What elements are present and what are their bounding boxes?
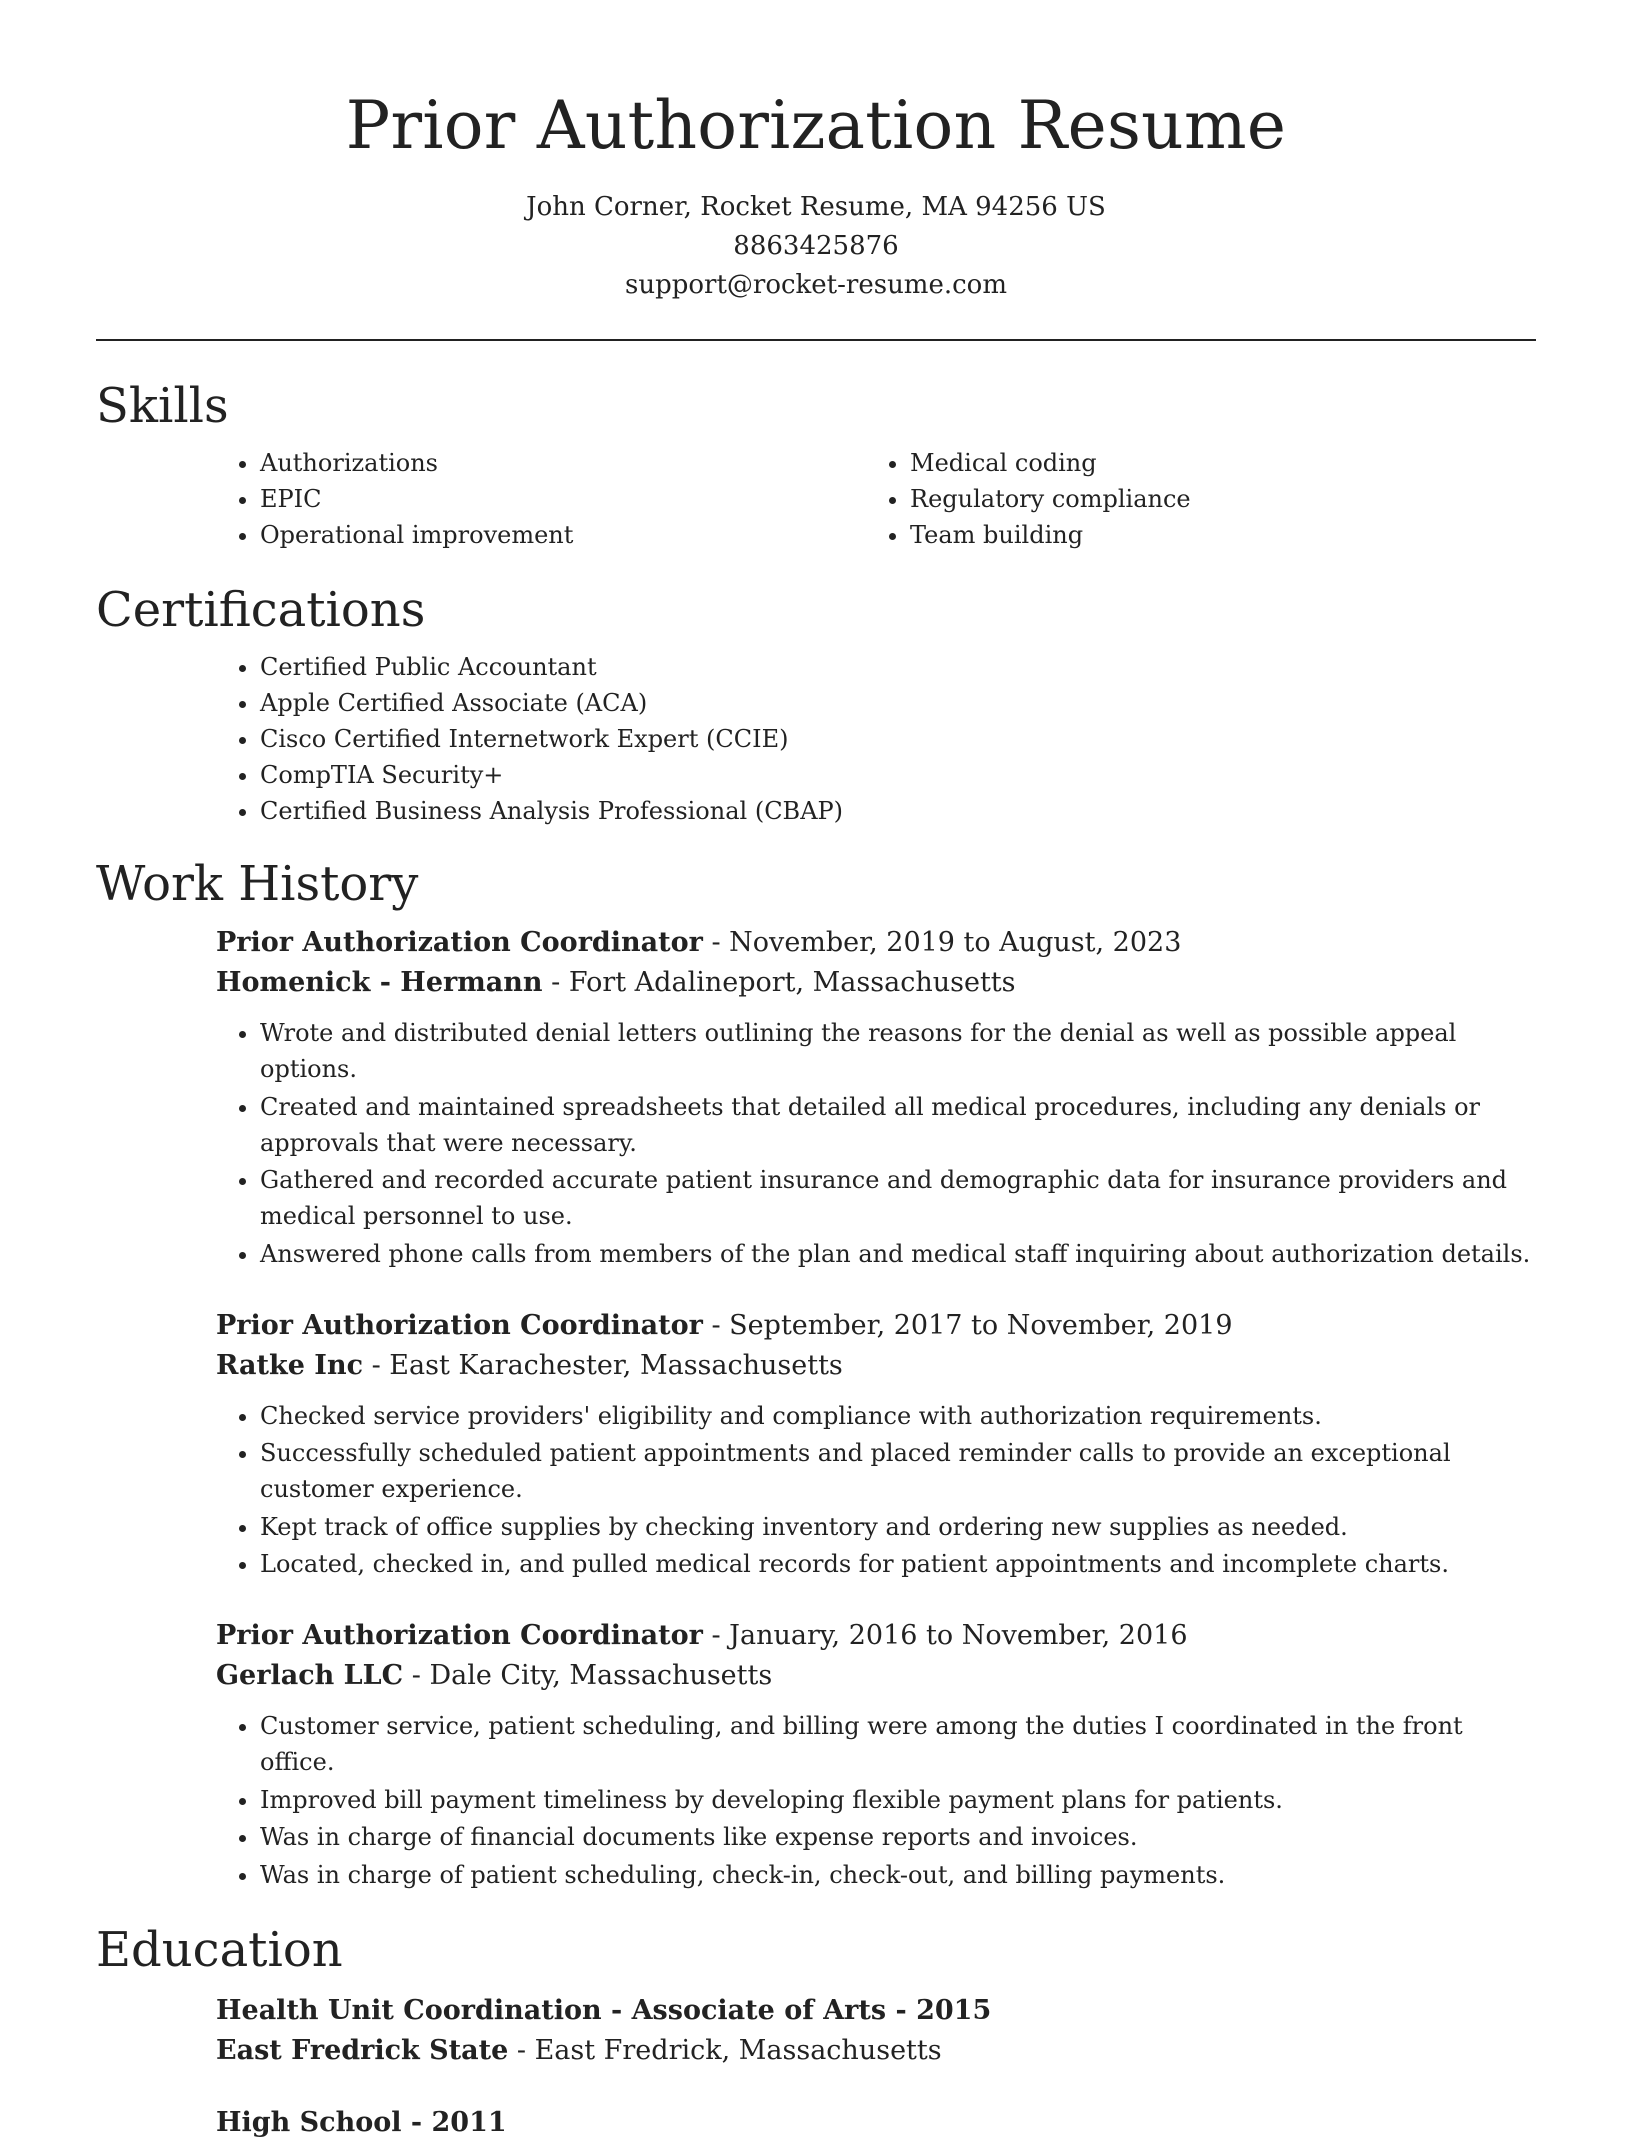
skill-item: • Medical coding — [910, 445, 1396, 481]
job-bullets — [216, 1015, 1536, 1272]
job-title-line — [216, 1616, 1536, 1656]
job-title: Prior Authorization Coordinator — [216, 927, 703, 958]
skill-item: • Operational improvement — [260, 517, 746, 553]
skill-item: • EPIC — [260, 481, 746, 517]
skills-heading: Skills — [96, 378, 229, 434]
education-location: - East Fredrick, Massachusetts — [508, 2034, 942, 2066]
job-entry — [96, 923, 1536, 1272]
job-bullet: • Successfully scheduled patient appointments and placed reminder calls to provide an exceptional customer experience. — [260, 1435, 1536, 1507]
contact-phone: 8863425876 — [733, 231, 899, 261]
job-entry — [96, 1306, 1536, 1583]
job-bullet: • Wrote and distributed denial letters outlining the reasons for the denial as well as possible appeal options. — [260, 1015, 1536, 1087]
certifications-list — [96, 649, 1536, 829]
skill-item: • Team building — [910, 517, 1396, 553]
job-bullet: • Created and maintained spreadsheets that detailed all medical procedures, including any denials or approvals that were necessary. — [260, 1089, 1536, 1161]
job-title-line — [216, 923, 1536, 963]
job-bullet: • Checked service providers' eligibility and compliance with authorization requirements. — [260, 1398, 1536, 1434]
skills-column-left — [96, 445, 746, 553]
job-dates: - January, 2016 to November, 2016 — [702, 1620, 1188, 1651]
resume-header — [96, 0, 1536, 305]
job-bullet: • Customer service, patient scheduling, and billing were among the duties I coordinated in the front office. — [260, 1708, 1536, 1780]
job-company-line — [216, 1656, 1536, 1696]
certification-item: • CompTIA Security+ — [260, 757, 1536, 793]
skills-list — [96, 445, 1536, 553]
job-dates: - September, 2017 to November, 2019 — [702, 1309, 1233, 1341]
education-school: East Fredrick State — [216, 2034, 509, 2066]
education-entry — [96, 2103, 1536, 2143]
certification-item: • Apple Certified Associate (ACA) — [260, 685, 1536, 721]
job-bullet: • Answered phone calls from members of the plan and medical staff inquiring about authorization details. — [260, 1236, 1536, 1272]
contact-email: support@rocket-resume.com — [624, 270, 1007, 300]
job-title-line — [216, 1306, 1536, 1346]
certification-item: • Cisco Certified Internetwork Expert (CCIE) — [260, 721, 1536, 757]
resume-title: Prior Authorization Resume — [345, 87, 1287, 164]
job-bullets — [216, 1708, 1536, 1893]
job-dates: - November, 2019 to August, 2023 — [702, 927, 1182, 958]
job-bullet: • Kept track of office supplies by checking inventory and ordering new supplies as needed. — [260, 1509, 1536, 1545]
job-title: Prior Authorization Coordinator — [216, 1620, 703, 1651]
job-bullet: • Located, checked in, and pulled medical records for patient appointments and incomplete charts. — [260, 1546, 1536, 1582]
education-degree: High School - 2011 — [216, 2106, 507, 2138]
job-entry — [96, 1616, 1536, 1893]
education-heading: Education — [96, 1921, 343, 1978]
job-location: - East Karachester, Massachusetts — [363, 1349, 843, 1381]
skill-item: • Regulatory compliance — [910, 481, 1396, 517]
job-company-line — [216, 963, 1536, 1003]
contact-address: John Corner, Rocket Resume, MA 94256 US — [526, 192, 1106, 222]
job-bullets — [216, 1398, 1536, 1583]
contact-info — [96, 188, 1536, 305]
job-company: Homenick - Hermann — [216, 967, 543, 998]
job-bullet: • Was in charge of financial documents like expense reports and invoices. — [260, 1819, 1536, 1855]
education-degree: Health Unit Coordination - Associate of Arts - 2015 — [216, 1994, 992, 2026]
certifications-heading: Certifications — [96, 582, 426, 638]
work-history-heading: Work History — [96, 856, 419, 912]
job-location: - Dale City, Massachusetts — [403, 1660, 773, 1691]
job-company: Gerlach LLC — [216, 1660, 404, 1691]
job-bullet: • Gathered and recorded accurate patient insurance and demographic data for insurance providers and medical personnel to use. — [260, 1162, 1536, 1234]
certification-item: • Certified Business Analysis Professional (CBAP) — [260, 793, 1536, 829]
job-location: - Fort Adalineport, Massachusetts — [542, 967, 1016, 998]
job-company-line — [216, 1346, 1536, 1386]
job-bullet: • Was in charge of patient scheduling, check-in, check-out, and billing payments. — [260, 1857, 1536, 1893]
skills-column-right — [746, 445, 1396, 553]
certification-item: • Certified Public Accountant — [260, 649, 1536, 685]
education-entry — [96, 1991, 1536, 2071]
skill-item: • Authorizations — [260, 445, 746, 481]
job-title: Prior Authorization Coordinator — [216, 1309, 703, 1341]
job-company: Ratke Inc — [216, 1349, 364, 1381]
job-bullet: • Improved bill payment timeliness by developing flexible payment plans for patients. — [260, 1782, 1536, 1818]
education-school-line — [216, 2031, 1536, 2071]
header-divider — [96, 339, 1536, 341]
